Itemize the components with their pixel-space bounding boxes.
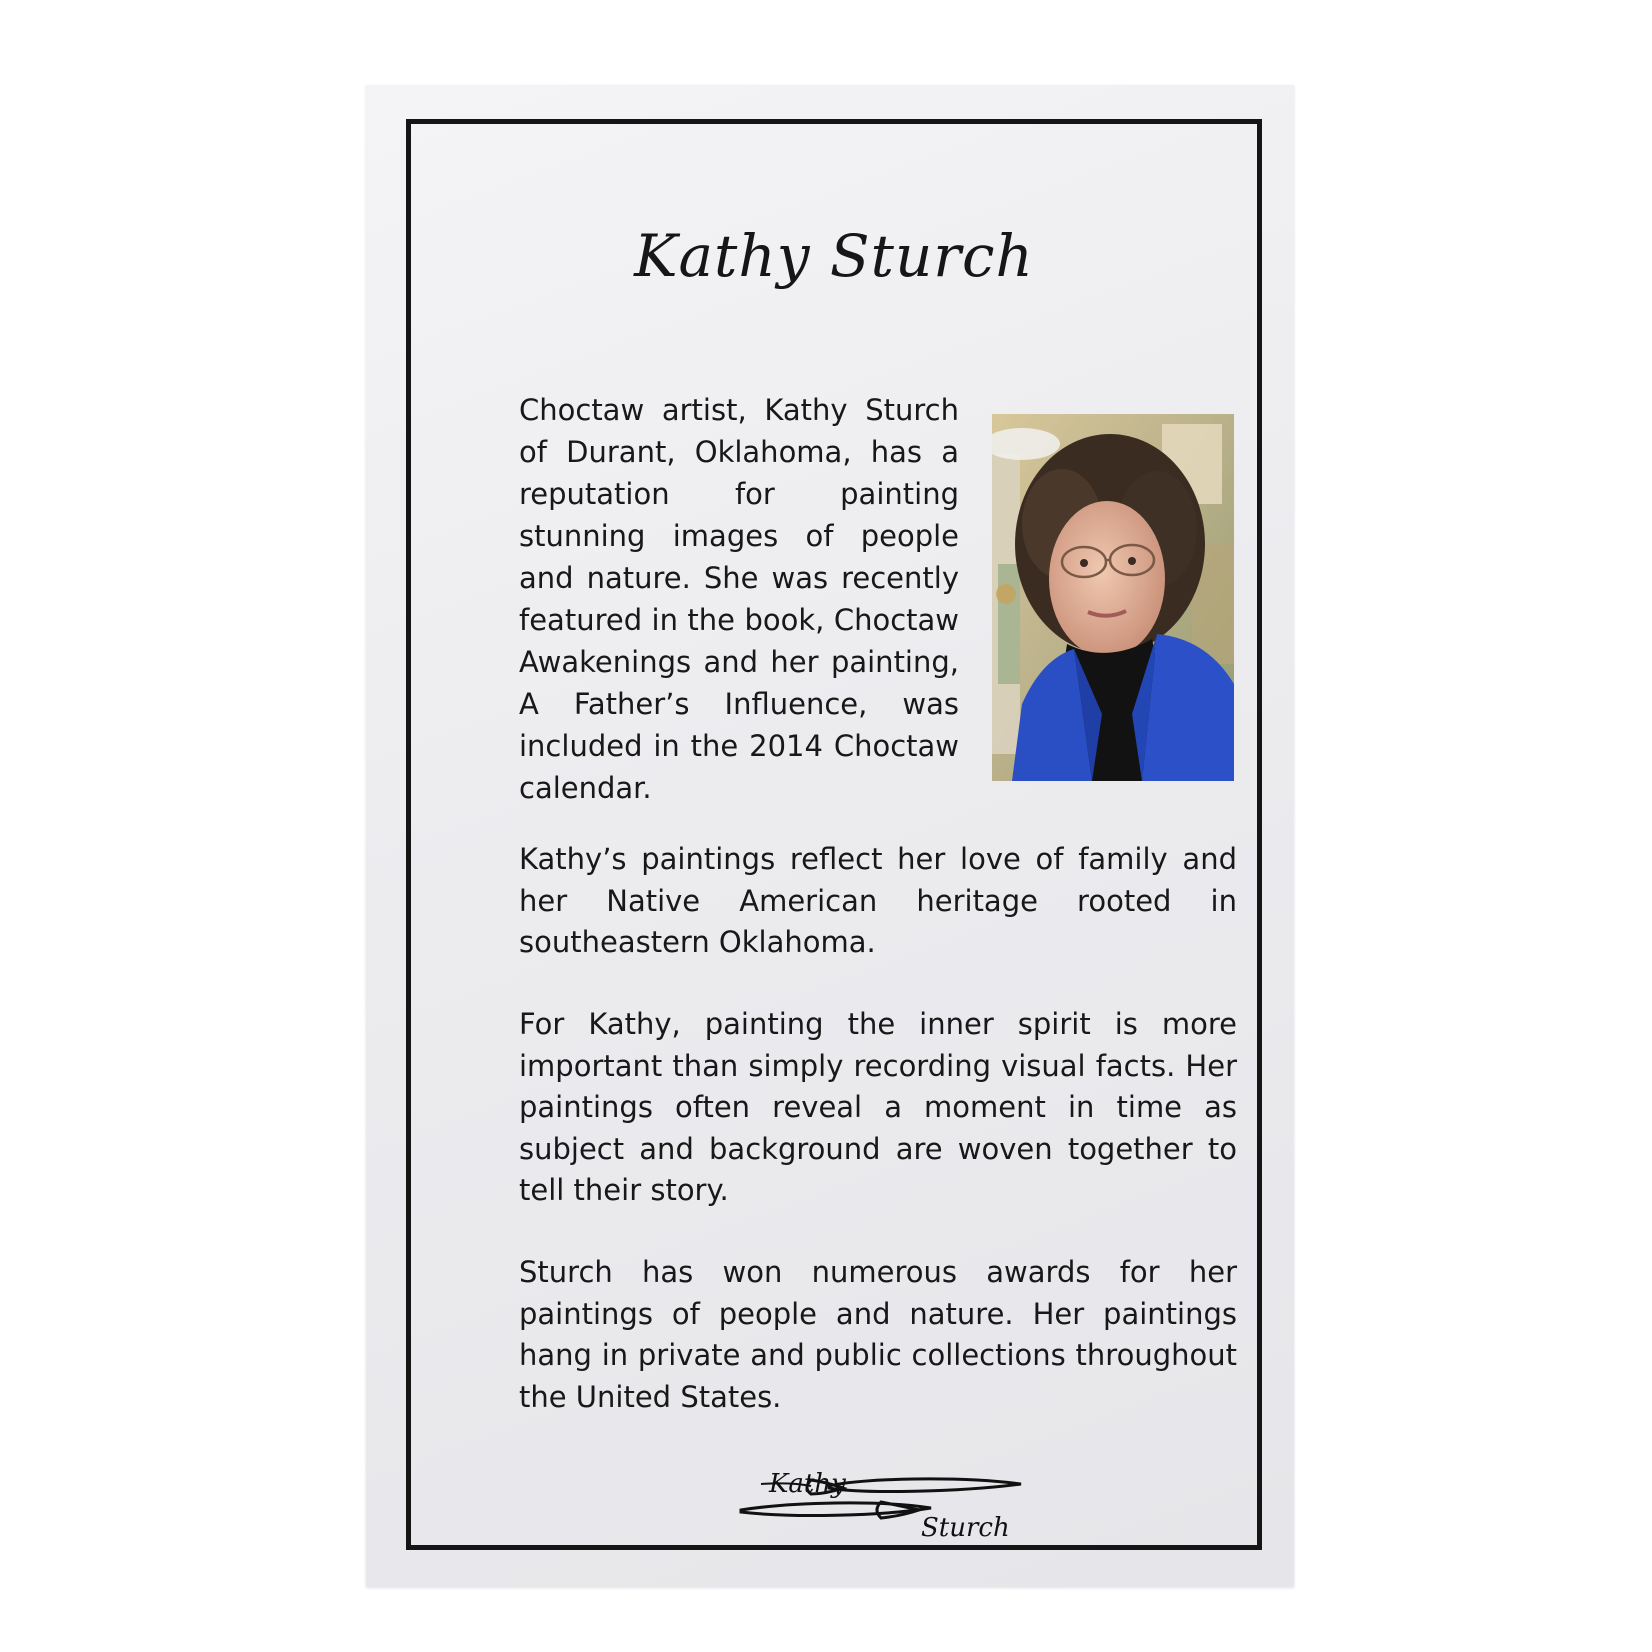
intro-paragraph: Choctaw artist, Kathy Sturch of Durant, Oklahoma, has a reputation for painting stunning images of people and nature. She was recently featured in the book, Choctaw Awakenings and her painting, A Father’s Influence, was included in the 2014 Choctaw calendar.	[519, 393, 959, 805]
artist-portrait-photo	[992, 414, 1234, 781]
bio-card	[366, 85, 1294, 1587]
paintbrush-logo-icon	[731, 1464, 1031, 1544]
heritage-paragraph: Kathy’s paintings reflect her love of family and her Native American heritage rooted in southeastern Oklahoma.	[519, 842, 1237, 959]
awards-paragraph: Sturch has won numerous awards for her paintings of people and nature. Her paintings hang in private and public collections throughout the United States.	[519, 1255, 1237, 1414]
portrait-illustration	[992, 414, 1234, 781]
inner-spirit-paragraph: For Kathy, painting the inner spirit is more important than simply recording visual facts. Her paintings often reveal a moment in time as subject and background are woven together to tell their story.	[519, 1007, 1237, 1207]
svg-text:Sturch: Sturch	[921, 1513, 1010, 1543]
artist-name-title: Kathy Sturch	[634, 222, 1034, 290]
svg-text:Kathy: Kathy	[769, 1469, 846, 1499]
card-border-frame	[406, 119, 1262, 1550]
paintbrush-signature-logo	[731, 1464, 1031, 1544]
